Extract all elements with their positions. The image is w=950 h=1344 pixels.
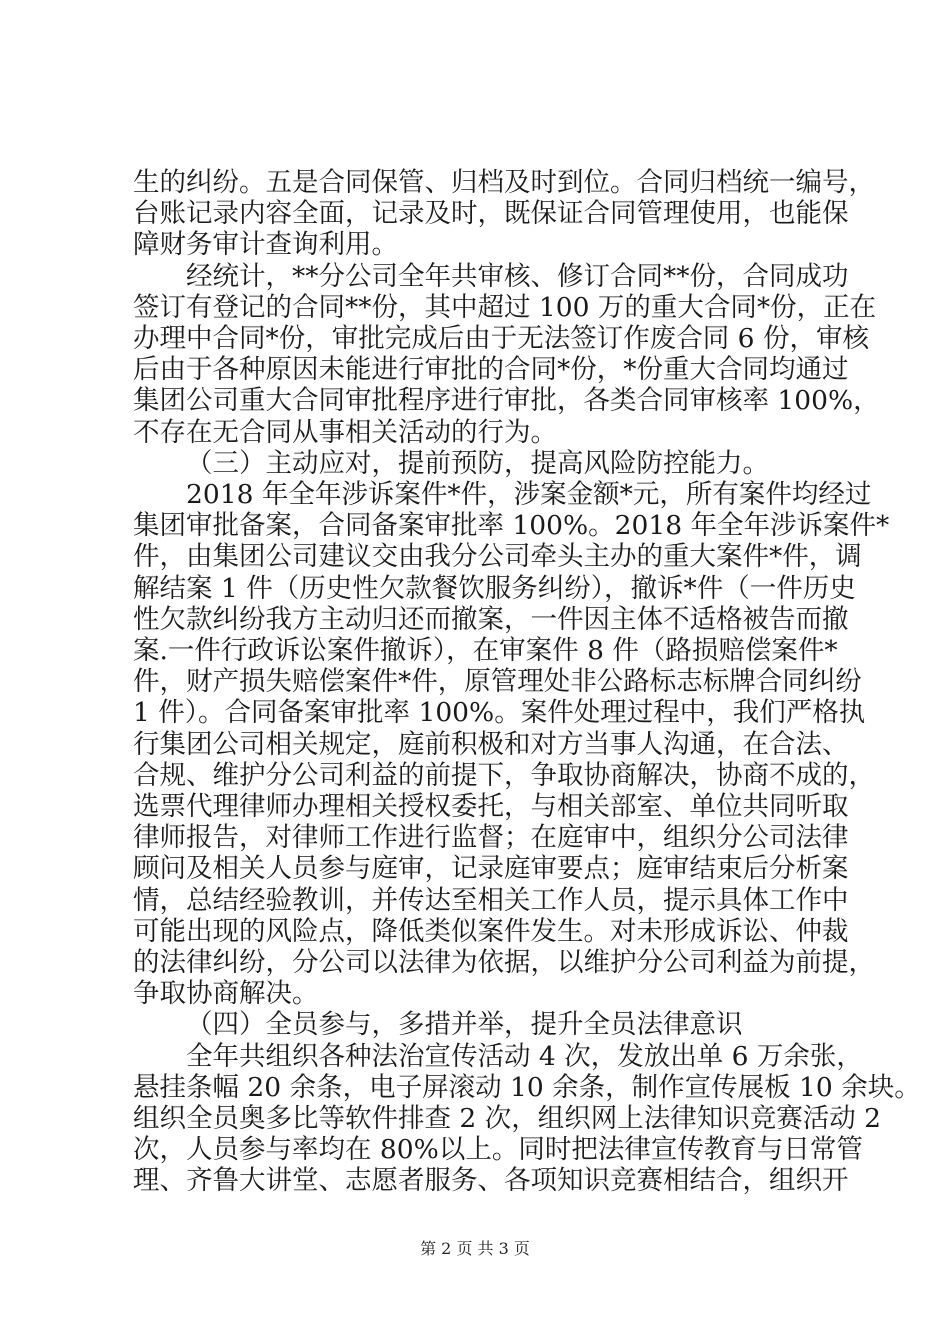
text-line: 签订有登记的合同**份，其中超过 100 万的重大合同*份，正在: [133, 291, 877, 323]
text-line: 案.一件行政诉讼案件撤诉），在审案件 8 件（路损赔偿案件*: [133, 635, 838, 666]
section-heading-3: （三）主动应对，提前预防，提高风险防控能力。: [186, 447, 769, 479]
text-line: 台账记录内容全面，记录及时，既保证合同管理使用，也能保: [133, 198, 849, 230]
text-line: 律师报告，对律师工作进行监督；在庭审中，组织分公司法律: [133, 822, 849, 854]
paragraph-first-line: 经统计，**分公司全年共审核、修订合同**份，合同成功: [186, 260, 849, 292]
text-line: 可能出现的风险点，降低类似案件发生。对未形成诉讼、仲裁: [133, 915, 849, 947]
text-line: 件，财产损失赔偿案件*件，原管理处非公路标志标牌合同纠纷: [133, 666, 862, 698]
text-line: 次，人员参与率均在 80%以上。同时把法律宣传教育与日常管: [133, 1134, 863, 1166]
text-line: 办理中合同*份，审批完成后由于无法签订作废合同 6 份，审核: [133, 323, 869, 354]
text-line: 组织全员奥多比等软件排查 2 次，组织网上法律知识竞赛活动 2: [133, 1103, 881, 1134]
text-line: 情，总结经验教训，并传达至相关工作人员，提示具体工作中: [133, 884, 849, 916]
text-line: 集团审批备案，合同备案审批率 100%。2018 年全年涉诉案件*: [133, 510, 890, 542]
text-line: 性欠款纠纷我方主动归还而撤案，一件因主体不适格被告而撤: [133, 603, 849, 635]
page-footer: 第 2 页 共 3 页: [420, 1239, 530, 1258]
text-line: 合规、维护分公司利益的前提下，争取协商解决，协商不成的，: [133, 759, 875, 791]
text-line: 1 件）。合同备案审批率 100%。案件处理过程中，我们严格执: [133, 697, 866, 729]
text-line: 解结案 1 件（历史性欠款餐饮服务纠纷），撤诉*件（一件历史: [133, 572, 856, 604]
text-line: 悬挂条幅 20 余条，电子屏滚动 10 余条，制作宣传展板 10 余块。: [133, 1071, 921, 1103]
text-line: 顾问及相关人员参与庭审，记录庭审要点；庭审结束后分析案: [133, 853, 849, 885]
text-line: 障财务审计查询利用。: [133, 229, 398, 261]
paragraph-first-line: 全年共组织各种法治宣传活动 4 次，发放出单 6 万余张，: [186, 1040, 863, 1072]
text-line: 集团公司重大合同审批程序进行审批，各类合同审核率 100%，: [133, 385, 880, 417]
paragraph-first-line: 2018 年全年涉诉案件*件，涉案金额*元，所有案件均经过: [186, 479, 872, 510]
text-line: 争取协商解决。: [133, 978, 319, 1010]
text-line: 理、齐鲁大讲堂、志愿者服务、各项知识竞赛相结合，组织开: [133, 1165, 849, 1197]
text-line: 件，由集团公司建议交由我分公司牵头主办的重大案件*件，调: [133, 541, 862, 573]
section-heading-4: （四）全员参与，多措并举，提升全员法律意识: [186, 1009, 743, 1041]
text-line: 选票代理律师办理相关授权委托，与相关部室、单位共同听取: [133, 791, 849, 822]
text-line: 生的纠纷。五是合同保管、归档及时到位。合同归档统一编号，: [133, 167, 875, 198]
text-line: 行集团公司相关规定，庭前积极和对方当事人沟通，在合法、: [133, 728, 849, 760]
text-line: 后由于各种原因未能进行审批的合同*份，*份重大合同均通过: [133, 354, 849, 386]
text-line: 不存在无合同从事相关活动的行为。: [133, 416, 557, 448]
text-line: 的法律纠纷，分公司以法律为依据，以维护分公司利益为前提，: [133, 947, 875, 978]
